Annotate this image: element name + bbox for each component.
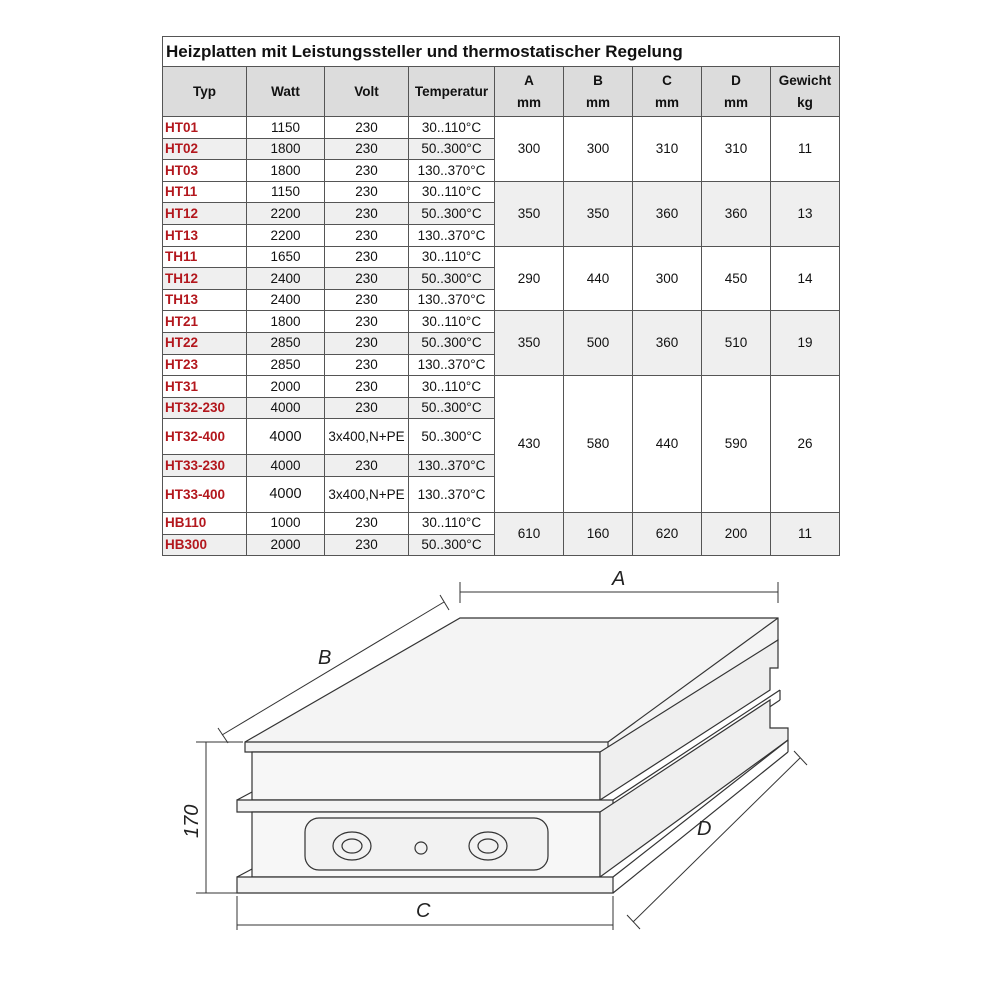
cell-temp: 50..300°C bbox=[409, 419, 495, 455]
cell-dim-c: 310 bbox=[633, 117, 702, 182]
cell-dim-d: 450 bbox=[702, 246, 771, 311]
cell-dim-b: 300 bbox=[564, 117, 633, 182]
cell-volt: 230 bbox=[325, 534, 409, 556]
cell-temp: 50..300°C bbox=[409, 397, 495, 419]
cell-dim-a: 300 bbox=[495, 117, 564, 182]
cell-watt: 1800 bbox=[247, 160, 325, 182]
cell-dim-a: 350 bbox=[495, 311, 564, 376]
cell-dim-kg: 11 bbox=[771, 117, 840, 182]
cell-dim-c: 440 bbox=[633, 376, 702, 513]
heating-plate-drawing bbox=[170, 565, 810, 995]
cell-volt: 230 bbox=[325, 332, 409, 354]
cell-typ: HT32-230 bbox=[163, 397, 247, 419]
table-row bbox=[163, 246, 840, 268]
cell-temp: 50..300°C bbox=[409, 268, 495, 290]
dimension-label-a: A bbox=[612, 568, 626, 590]
cell-dim-kg: 11 bbox=[771, 512, 840, 555]
cell-volt: 230 bbox=[325, 117, 409, 139]
dimension-label-c: C bbox=[416, 900, 431, 922]
cell-watt: 2000 bbox=[247, 534, 325, 556]
cell-volt: 230 bbox=[325, 246, 409, 268]
column-header: B mm bbox=[564, 67, 633, 117]
dimension-label-height: 170 bbox=[181, 804, 203, 838]
cell-volt: 230 bbox=[325, 268, 409, 290]
cell-dim-c: 360 bbox=[633, 311, 702, 376]
cell-typ: HB110 bbox=[163, 512, 247, 534]
cell-volt: 230 bbox=[325, 397, 409, 419]
cell-temp: 130..370°C bbox=[409, 476, 495, 512]
cell-watt: 2850 bbox=[247, 354, 325, 376]
cell-watt: 1800 bbox=[247, 311, 325, 333]
cell-temp: 30..110°C bbox=[409, 512, 495, 534]
cell-temp: 130..370°C bbox=[409, 354, 495, 376]
cell-temp: 30..110°C bbox=[409, 246, 495, 268]
cell-watt: 1800 bbox=[247, 138, 325, 160]
column-header: Typ bbox=[163, 67, 247, 117]
cell-typ: TH13 bbox=[163, 289, 247, 311]
cell-typ: HT22 bbox=[163, 332, 247, 354]
cell-volt: 230 bbox=[325, 224, 409, 246]
cell-dim-kg: 14 bbox=[771, 246, 840, 311]
cell-volt: 230 bbox=[325, 160, 409, 182]
cell-watt: 2400 bbox=[247, 268, 325, 290]
cell-watt: 4000 bbox=[247, 397, 325, 419]
cell-typ: HT21 bbox=[163, 311, 247, 333]
cell-volt: 230 bbox=[325, 376, 409, 398]
column-header: A mm bbox=[495, 67, 564, 117]
cell-typ: HT01 bbox=[163, 117, 247, 139]
cell-dim-a: 290 bbox=[495, 246, 564, 311]
cell-volt: 230 bbox=[325, 289, 409, 311]
table-row bbox=[163, 376, 840, 398]
column-header: D mm bbox=[702, 67, 771, 117]
cell-watt: 2400 bbox=[247, 289, 325, 311]
cell-dim-a: 610 bbox=[495, 512, 564, 555]
cell-volt: 230 bbox=[325, 512, 409, 534]
cell-temp: 30..110°C bbox=[409, 311, 495, 333]
cell-volt: 3x400,N+PE bbox=[325, 476, 409, 512]
column-header: Temperatur bbox=[409, 67, 495, 117]
cell-volt: 230 bbox=[325, 311, 409, 333]
cell-watt: 4000 bbox=[247, 455, 325, 477]
column-header: C mm bbox=[633, 67, 702, 117]
cell-watt: 1650 bbox=[247, 246, 325, 268]
header-row bbox=[163, 67, 840, 117]
table-row bbox=[163, 181, 840, 203]
cell-temp: 130..370°C bbox=[409, 224, 495, 246]
dimension-label-b: B bbox=[318, 647, 332, 669]
cell-watt: 2850 bbox=[247, 332, 325, 354]
cell-dim-d: 310 bbox=[702, 117, 771, 182]
cell-watt: 1150 bbox=[247, 117, 325, 139]
cell-volt: 3x400,N+PE bbox=[325, 419, 409, 455]
dimension-label-d: D bbox=[697, 818, 712, 840]
column-header: Gewicht kg bbox=[771, 67, 840, 117]
cell-temp: 30..110°C bbox=[409, 117, 495, 139]
cell-dim-d: 360 bbox=[702, 181, 771, 246]
cell-watt: 1150 bbox=[247, 181, 325, 203]
cell-dim-b: 580 bbox=[564, 376, 633, 513]
cell-typ: HT31 bbox=[163, 376, 247, 398]
table-row bbox=[163, 117, 840, 139]
cell-watt: 1000 bbox=[247, 512, 325, 534]
cell-typ: HT23 bbox=[163, 354, 247, 376]
cell-dim-kg: 19 bbox=[771, 311, 840, 376]
cell-dim-c: 300 bbox=[633, 246, 702, 311]
cell-typ: HT03 bbox=[163, 160, 247, 182]
cell-volt: 230 bbox=[325, 138, 409, 160]
cell-dim-b: 350 bbox=[564, 181, 633, 246]
cell-typ: HT33-400 bbox=[163, 476, 247, 512]
cell-typ: HB300 bbox=[163, 534, 247, 556]
cell-typ: HT02 bbox=[163, 138, 247, 160]
cell-dim-a: 430 bbox=[495, 376, 564, 513]
cell-typ: HT12 bbox=[163, 203, 247, 225]
cell-volt: 230 bbox=[325, 354, 409, 376]
cell-dim-c: 360 bbox=[633, 181, 702, 246]
cell-dim-a: 350 bbox=[495, 181, 564, 246]
cell-dim-d: 510 bbox=[702, 311, 771, 376]
cell-typ: HT13 bbox=[163, 224, 247, 246]
column-header: Volt bbox=[325, 67, 409, 117]
cell-dim-b: 500 bbox=[564, 311, 633, 376]
cell-temp: 50..300°C bbox=[409, 332, 495, 354]
cell-temp: 130..370°C bbox=[409, 455, 495, 477]
column-header: Watt bbox=[247, 67, 325, 117]
table-row bbox=[163, 512, 840, 534]
table-title: Heizplatten mit Leistungssteller und thermostatischer Regelung bbox=[163, 37, 840, 67]
cell-volt: 230 bbox=[325, 455, 409, 477]
cell-temp: 30..110°C bbox=[409, 376, 495, 398]
specification-table bbox=[162, 36, 840, 556]
cell-typ: HT32-400 bbox=[163, 419, 247, 455]
cell-dim-d: 590 bbox=[702, 376, 771, 513]
cell-watt: 2200 bbox=[247, 224, 325, 246]
cell-typ: TH12 bbox=[163, 268, 247, 290]
cell-dim-kg: 26 bbox=[771, 376, 840, 513]
cell-temp: 50..300°C bbox=[409, 138, 495, 160]
table-body bbox=[163, 117, 840, 556]
cell-temp: 50..300°C bbox=[409, 203, 495, 225]
table-row bbox=[163, 311, 840, 333]
cell-watt: 4000 bbox=[247, 419, 325, 455]
cell-watt: 2000 bbox=[247, 376, 325, 398]
cell-dim-c: 620 bbox=[633, 512, 702, 555]
cell-temp: 30..110°C bbox=[409, 181, 495, 203]
cell-dim-d: 200 bbox=[702, 512, 771, 555]
cell-watt: 2200 bbox=[247, 203, 325, 225]
cell-temp: 130..370°C bbox=[409, 160, 495, 182]
cell-temp: 130..370°C bbox=[409, 289, 495, 311]
cell-watt: 4000 bbox=[247, 476, 325, 512]
cell-typ: TH11 bbox=[163, 246, 247, 268]
cell-temp: 50..300°C bbox=[409, 534, 495, 556]
cell-volt: 230 bbox=[325, 181, 409, 203]
cell-dim-b: 440 bbox=[564, 246, 633, 311]
cell-typ: HT11 bbox=[163, 181, 247, 203]
cell-typ: HT33-230 bbox=[163, 455, 247, 477]
cell-dim-kg: 13 bbox=[771, 181, 840, 246]
cell-dim-b: 160 bbox=[564, 512, 633, 555]
cell-volt: 230 bbox=[325, 203, 409, 225]
